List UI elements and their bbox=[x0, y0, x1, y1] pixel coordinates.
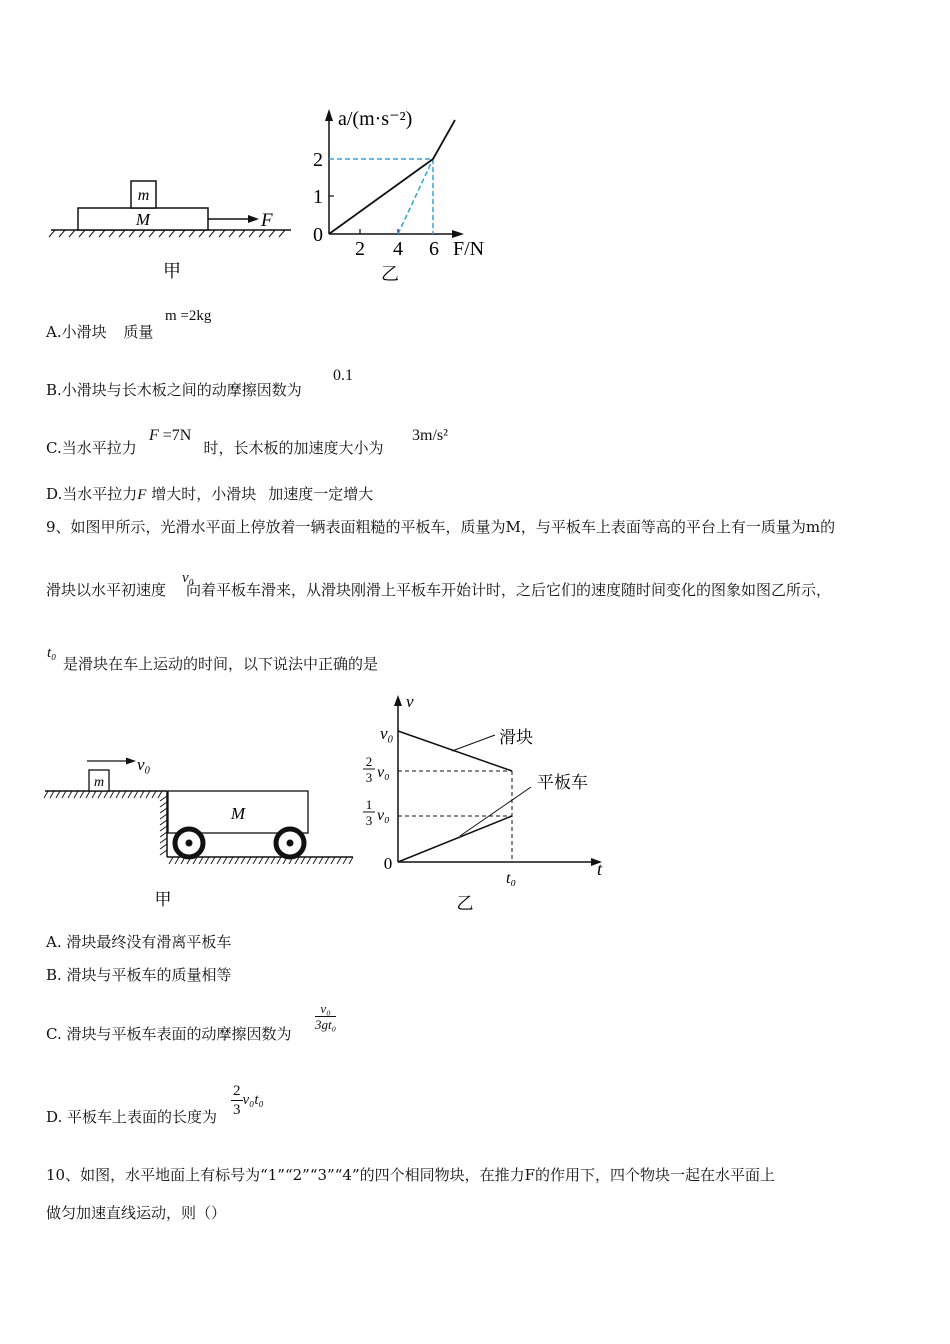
cart-label: M bbox=[230, 804, 246, 823]
q8-option-a: A.小滑块 质量 bbox=[46, 323, 154, 341]
origin-0: 0 bbox=[313, 224, 323, 246]
q9-option-c-fraction: $\frac{\text{v₀}}{\text{3gt₀}}$ bbox=[315, 1001, 337, 1032]
graph-line-low bbox=[329, 159, 433, 234]
fig-jia-caption: 甲 bbox=[154, 890, 172, 909]
q9-option-b: B. 滑块与平板车的质量相等 bbox=[46, 966, 232, 984]
y-label-two-thirds-v0: v₀ bbox=[377, 764, 390, 781]
x-tick-6: 6 bbox=[429, 238, 439, 260]
q8-option-c-math1: F =7N bbox=[149, 427, 192, 444]
t-axis-label: t bbox=[597, 859, 603, 879]
cart-velocity-line bbox=[398, 816, 512, 862]
q9-t0-inline: t₀ bbox=[47, 645, 57, 661]
q9-option-a: A. 滑块最终没有滑离平板车 bbox=[46, 933, 232, 951]
frac-one-num: 1 bbox=[365, 797, 373, 812]
q8-option-b-math: 0.1 bbox=[333, 367, 353, 384]
q9-v0-inline: v₀ bbox=[182, 570, 194, 586]
q9-option-d-fraction: $\frac{2}{3}$ v₀t₀ bbox=[233, 1083, 264, 1118]
x-tick-2: 2 bbox=[355, 238, 365, 260]
q9-figure-jia bbox=[40, 750, 360, 915]
q10-line-1: 10、如图，水平地面上有标号为“1”“2”“3”“4”的四个相同物块，在推力F的作用下，四个物块一起在水平面上 bbox=[46, 1166, 776, 1184]
slider-velocity-line bbox=[398, 731, 512, 771]
q9-option-d: D. 平板车上表面的长度为 bbox=[46, 1108, 218, 1126]
q8-option-b: B.小滑块与长木板之间的动摩擦因数为 bbox=[46, 381, 302, 399]
fig-jia-caption: 甲 bbox=[163, 261, 181, 281]
q8-option-c-math2: 3m/s² bbox=[412, 427, 448, 444]
y-label-v0: v₀ bbox=[380, 724, 394, 743]
slider-block-label: m bbox=[93, 775, 105, 790]
x-label-t0: t₀ bbox=[506, 870, 517, 887]
force-label: F bbox=[261, 210, 273, 231]
big-block-label: M bbox=[135, 210, 151, 229]
fig-yi-caption: 乙 bbox=[456, 894, 474, 913]
q8-option-c: C.当水平拉力 时，长木板的加速度大小为 bbox=[46, 439, 384, 457]
q8-option-a-math: m =2kg bbox=[165, 308, 212, 324]
fig-yi-caption: 乙 bbox=[381, 264, 399, 284]
frac-two-den: 3 bbox=[365, 770, 373, 785]
label-slider: 滑块 bbox=[499, 728, 533, 747]
q8-figure-jia bbox=[45, 170, 295, 285]
q9-figure-yi bbox=[355, 685, 615, 917]
origin-0: 0 bbox=[383, 854, 393, 873]
y-label-one-third-v0: v₀ bbox=[377, 807, 390, 824]
frac-two-num: 2 bbox=[365, 754, 373, 769]
q8-option-d: D.当水平拉力F 增大时，小滑块 加速度一定增大 bbox=[46, 485, 374, 503]
q10-line-2: 做匀加速直线运动，则（） bbox=[46, 1204, 227, 1222]
q9-line-1: 9、如图甲所示，光滑水平面上停放着一辆表面粗糙的平板车，质量为M，与平板车上表面等高的平台上有一质量为m的 bbox=[46, 518, 836, 536]
graph-line-high bbox=[433, 120, 455, 159]
q9-line-3: 是滑块在车上运动的时间，以下说法中正确的是 bbox=[63, 655, 379, 673]
v0-label: v₀ bbox=[137, 755, 151, 774]
small-block-label: m bbox=[137, 187, 150, 204]
label-cart: 平板车 bbox=[537, 773, 588, 792]
q9-line-2: 滑块以水平初速度 向着平板车滑来，从滑块刚滑上平板车开始计时，之后它们的速度随时间变化的图象如图乙所示， bbox=[46, 581, 832, 599]
v-axis-label: v bbox=[406, 692, 414, 711]
frac-one-den: 3 bbox=[365, 813, 373, 828]
x-axis-label: F/N bbox=[453, 238, 485, 260]
dashed-line-4-to-6 bbox=[398, 159, 433, 234]
x-tick-4: 4 bbox=[393, 238, 403, 260]
q9-option-c: C. 滑块与平板车表面的动摩擦因数为 bbox=[46, 1025, 292, 1043]
y-tick-2: 2 bbox=[313, 149, 323, 171]
q8-figure-yi bbox=[300, 95, 510, 290]
y-axis-label: a/(m·s⁻²) bbox=[338, 108, 413, 130]
y-tick-1: 1 bbox=[313, 186, 323, 208]
